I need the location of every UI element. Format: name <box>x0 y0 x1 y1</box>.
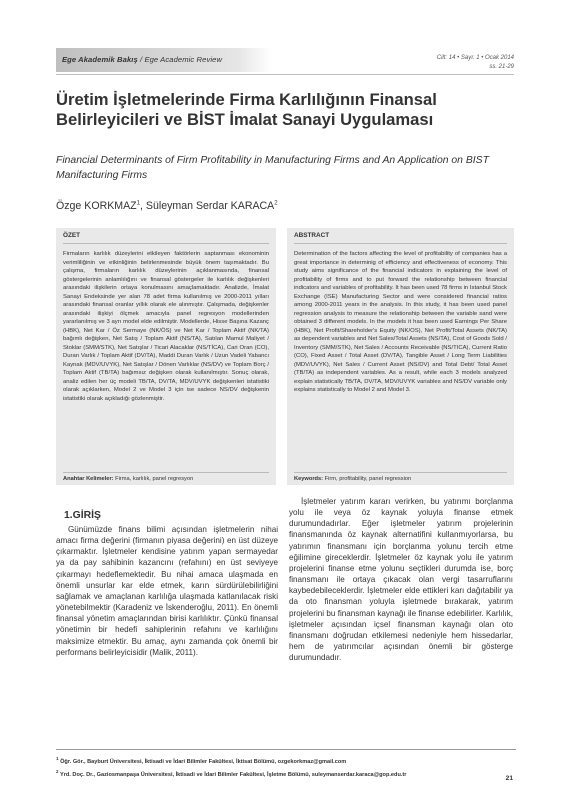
footnote-2-mark: 2 <box>56 768 59 774</box>
footnote-1-text: Öğr. Gör., Bayburt Üniversitesi, İktisadi ve İdari Bilimler Fakültesi, İktisat Bölümü, ozgekorkmaz@gmail.com <box>58 758 347 765</box>
ozet-heading: ÖZET <box>63 232 269 244</box>
abstract-box <box>287 228 514 485</box>
author-1-footnote-mark: 1 <box>136 200 140 207</box>
intro-paragraph-1: Günümüzde finans bilimi açısından işletmelerin nihai amacı firma değerini (firmanın piyasa değerini) en üst düzeye çıkarmaktır. İşletmeler kendisine yatırım yapan sermayedar ya da pay sahibinin kazancını (refahını) en üst seviyeye çıkarmayı hedeflemektedir. Bu nihai amaca ulaşmada en önemli unsurlar kar elde etmek, karın sürdürülebilirliğini sağlamak ve amaçlanan karlılığa ulaşmada katlanılacak riski yönetebilmektir (Karadeniz ve İskenderoğlu, 2011). En önemli finansal yönetim amaçlarından birisi karlılıktır. Çünkü finansal yönetimin bir hedefi sahiplerinin refahını ve karlılığını maksimize etmektir. Bu amaç, aynı zamanda çok önemli bir performans belirleyicisidir (Malik, 2011). <box>56 525 278 657</box>
ozet-keywords <box>63 472 269 482</box>
abstract-body: Determination of the factors affecting the level of profitability of companies has a great importance in determinig of efficiency and effectiveness of economy. This study aims significance of the financial indicators in explaining the level of profitability of firms and to put forward the relationship between financial indicators and variables of profitability. It has been used 78 firms in Istanbul Stock Exchange (ISE) Manufacturing Sector and were considered financial ratios among 2000-2011 years in the analysis. In this study, it has been used panel regression analysis to measure the relationship between the variable sand were obtained 3 different models. In the models it has been used Earnings Per Share (HBK), Net Profit/Shareholder's Equity (NK/OS), Net Profit/Total Assets (NK/TA) as dependent variables and Net Sales/Total Assets (NS/TA), Cost of Goods Sold / Inventory (SMM/STK), Net Sales / Accounts Receivable (NS/TICA), Current Ratio (CO), Fixed Asset / Total Asset (DV/TA), Tangible Asset / Long Term Liabilities (MDV/UVYK), Net Sales / Current Asset (NS/DV) and Total Debt/ Total Asset (TB/TA) as independent variables. As a result, while each 3 models analyzed explain statistically TB/TA, DV/TA, MDV/UVYK variables and NS/DV variable only explains statistically to Model 2 and Model 3. <box>294 251 507 393</box>
footnote-1-mark: 1 <box>56 756 59 761</box>
intro-paragraph-2: İşletmeler yatırım kararı verirken, bu yatırımı borçlanma yolu ile veya öz kaynak yoluyla finanse etmek durumundadırlar. Eğer işletmeler yatırım projelerinin finansmanında öz kaynak alternatifini kullanmıyorlarsa, bu yatırımın finansmanı için borçlanma yolunu tercih etme eğilimine gireceklerdir. İşletmeler öz kaynak yolu ile yatırım projelerini finanse etme yolunu seçtikleri durumda ise, borç finansmanı ile ortaya çıkacak olan vergi tasarruflarını kaybedebileceklerdir. İşletmeler elde ettikleri karı dağıtabilir ya da oto finansman yoluyla işletmede bırakarak, yatırım projelerini bu finansman kaynağı ile finanse edebilirler. Karlılık, işletmeler açısından içsel finansman kaynağı olan oto finansmanı doğrudan etkilemesi nedeniyle hem hissedarlar, hem de yatırımcılar açısından önemli bir gösterge durumundadır. <box>289 497 513 663</box>
ozet-body: Firmaların karlılık düzeylerini etkileyen faktörlerin saptanması ekonominin verimliliğinin ve etkinliğinin belirlenmesinde büyük önem taşımaktadır. Bu çalışma, firmaların karlılık düzeylerinin açıklanmasında, finansal göstergelerinin anlamlılığını ve finansal göstergeler ile karlılık değişkenleri arasındaki ilişkilerin ortaya konulmasını amaçlamaktadır. Analizde, İmalat Sanayi Endeksinde yer alan 78 adet firma kullanılmış ve 2000-2011 yılları arasındaki finansal oranlar yıllık olarak ele alınmıştır. Çalışmada, değişkenler arasındaki ilişkiyi ölçmek amacıyla panel regresyon modellerinden yararlanılmış ve 3 ayrı model elde edilmiştir. Modellerde, Hisse Başına Kazanç (HBK), Net Kar / Öz Sermaye (NK/ÖS) ve Net Kar / Toplam Aktif (NK/TA) bağımlı değişken, Net Satış / Toplam Aktif (NS/TA), Satılan Mamul Maliyet / Stoklar (SMM/STK), Net Satışlar / Ticari Alacaklar (NS/TİCA), Cari Oran (CO), Duran Varlık / Toplam Aktif (DV/TA), Maddi Duran Varlık / Uzun Vadeli Yabancı Kaynak (MDV/UVYK), Net Satışlar / Dönen Varlıklar (NS/DV) ve Toplam Borç / Toplam Aktif (TB/TA) bağımsız değişken olarak kullanılmıştır. Sonuç olarak, analiz edilen her üç modeli TB/TA, DV/TA, MDV/UVYK değişkenleri istatistiki olarak açıklarken, Model 2 ve Model 3 için ise sadece NS/DV değişkenin istatistiki olarak açıkladığı gözlenmiştir. <box>63 251 269 402</box>
journal-name-bold: Ege Akademik Bakış <box>62 55 138 64</box>
ozet-keywords-text: Firma, karlılık, panel regresyon <box>113 476 194 482</box>
volume-issue-date: Cilt: 14 • Sayı: 1 • Ocak 2014 <box>436 55 514 61</box>
ozet-box <box>56 228 276 485</box>
ozet-keywords-label: Anahtar Kelimeler: <box>63 476 114 482</box>
footnotes <box>56 749 516 780</box>
body-column-right <box>289 496 513 663</box>
journal-name <box>62 55 222 64</box>
author-2: Süleyman Serdar KARACA <box>145 200 275 212</box>
journal-name-rest: / Ege Academic Review <box>137 55 223 64</box>
header-divider <box>56 74 514 75</box>
author-separator: , <box>140 200 146 212</box>
author-1: Özge KORKMAZ <box>56 200 137 212</box>
abstract-keywords-label: Keywords: <box>294 476 324 482</box>
footnote-1 <box>56 754 516 767</box>
journal-band <box>56 48 271 72</box>
section-heading-giris: 1.GİRİŞ <box>64 510 101 521</box>
author-2-footnote-mark: 2 <box>274 200 278 207</box>
volume-info <box>437 54 514 72</box>
page-number: 21 <box>505 775 513 782</box>
abstract-keywords-text: Firm, profitability, panel regression <box>323 476 412 482</box>
journal-header <box>56 48 514 76</box>
footnote-2 <box>56 767 516 780</box>
paper-subtitle-english: Financial Determinants of Firm Profitability in Manufacturing Firms and An Application on BIST Manifacturing Firms <box>56 155 489 181</box>
author-line <box>56 200 278 212</box>
abstract-heading: ABSTRACT <box>294 232 507 244</box>
page-range: ss. 21-29 <box>489 64 514 70</box>
body-column-left <box>56 524 278 658</box>
abstract-keywords <box>294 472 507 482</box>
footnote-2-text: Yrd. Doç. Dr., Gaziosmanpaşa Üniversitesi, İktisadi ve İdari Bilimler Fakültesi, İşletme Bölümü, suleymanserdar.karaca@gop.edu.tr <box>58 771 407 778</box>
paper-title: Üretim İşletmelerinde Firma Karlılığının Finansal Belirleyicileri ve BİST İmalat Sanayi Uygulaması <box>56 90 437 129</box>
